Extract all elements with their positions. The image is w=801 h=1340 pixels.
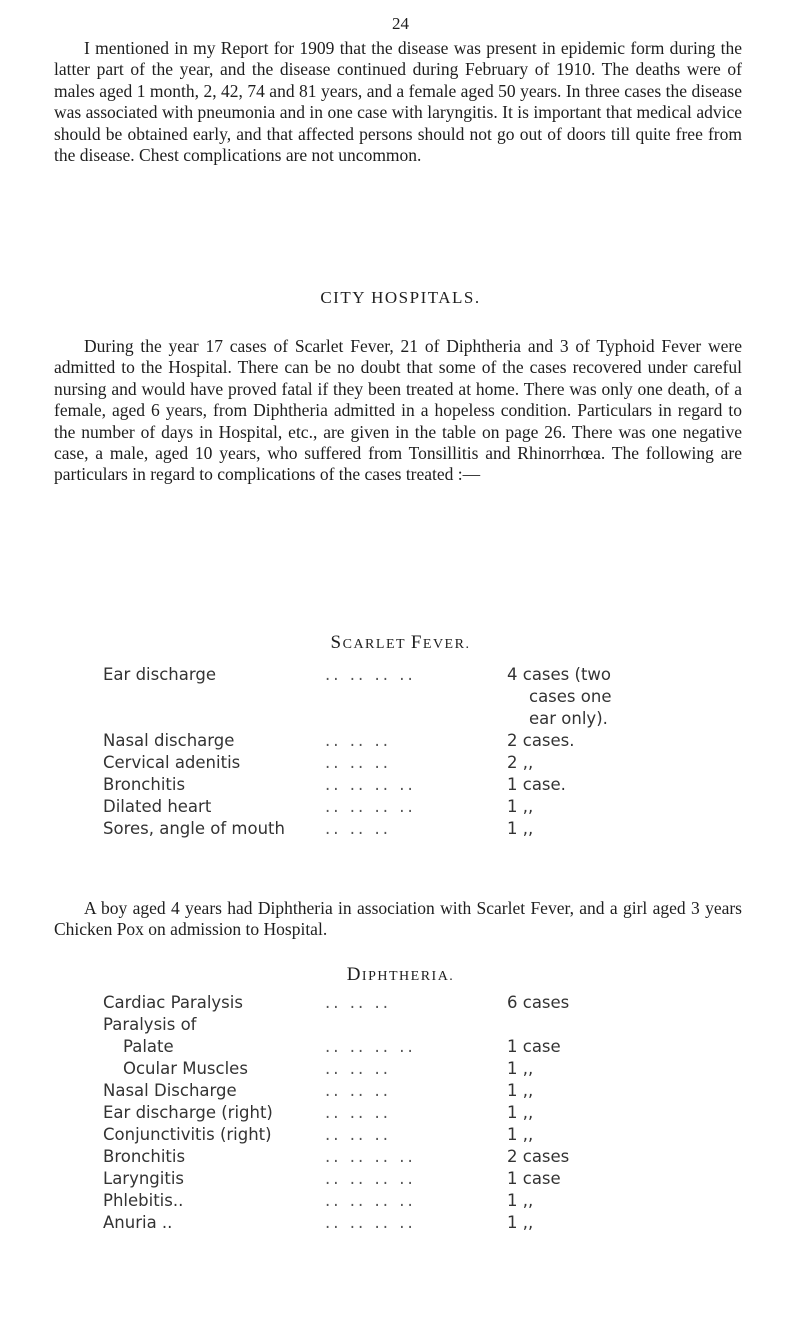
row-value: 2 cases.: [507, 731, 575, 750]
row-leader-dots: .. .. ..: [325, 1059, 391, 1078]
heading-letters: IPHTHERIA.: [361, 969, 455, 984]
row-value: 2 ,,: [507, 753, 534, 772]
table-row: [103, 1168, 663, 1190]
table-row: [103, 1036, 663, 1058]
row-label: Laryngitis: [103, 1169, 185, 1188]
row-label: Palate: [123, 1037, 174, 1056]
table-row: [103, 1102, 663, 1124]
table-row: [103, 1080, 663, 1102]
row-label: Sores, angle of mouth: [103, 819, 285, 838]
row-value: 1 ,,: [507, 819, 534, 838]
table-row: [103, 752, 663, 774]
row-leader-dots: .. .. ..: [325, 731, 391, 750]
row-label: Bronchitis: [103, 775, 186, 794]
row-value: 1 case.: [507, 775, 566, 794]
row-value: 1 ,,: [507, 1081, 534, 1100]
row-leader-dots: .. .. ..: [325, 819, 391, 838]
table-row: [103, 1212, 663, 1234]
boy-note-paragraph: A boy aged 4 years had Diphtheria in association with Scarlet Fever, and a girl aged 3 years Chicken Pox on admission to Hospital.: [54, 898, 742, 940]
row-leader-dots: .. .. .. ..: [325, 797, 416, 816]
boy-note-block: [54, 898, 742, 941]
row-leader-dots: .. .. .. ..: [325, 775, 416, 794]
table-row: [103, 1124, 663, 1146]
row-leader-dots: .. .. ..: [325, 1125, 391, 1144]
row-label: Ocular Muscles: [123, 1059, 248, 1078]
heading-letter: F: [410, 632, 423, 653]
city-hospitals-paragraph: During the year 17 cases of Scarlet Fever, 21 of Diphtheria and 3 of Typhoid Fever were admitted to the Hospital. There can be no doubt that some of the cases recovered under careful nursing and would have proved fatal if they been treated at home. There was only one death, of a female, aged 6 years, from Diphtheria admitted in a hopeless condition. Particulars in regard to the number of days in Hospital, etc., are given in the table on page 26. There was one negative case, a male, aged 10 years, who suffered from Tonsillitis and Rhinorrhœa. The following are particulars in regard to complications of the cases treated :—: [54, 336, 742, 485]
row-label: Nasal discharge: [103, 731, 235, 750]
row-label: Phlebitis..: [103, 1191, 184, 1210]
table-row: [103, 992, 663, 1014]
diphtheria-complications-table: [103, 992, 663, 1234]
heading-letters: EVER.: [422, 637, 471, 652]
row-value: 6 cases: [507, 993, 570, 1012]
row-leader-dots: .. .. .. ..: [325, 1191, 416, 1210]
row-value: 1 case: [507, 1037, 561, 1056]
page-number: 24: [392, 14, 409, 33]
row-label: Nasal Discharge: [103, 1081, 237, 1100]
table-row: [103, 730, 663, 752]
intro-paragraph: I mentioned in my Report for 1909 that the disease was present in epidemic form during the latter part of the year, and the disease continued during February of 1910. The deaths were of males aged 1 month, 2, 42, 74 and 81 years, and a female aged 50 years. In three cases the disease was associated with pneumonia and in one case with laryngitis. It is important that medical advice should be obtained early, and that affected persons should not go out of doors till quite free from the disease. Chest complications are not uncommon.: [54, 38, 742, 166]
row-leader-dots: .. .. ..: [325, 753, 391, 772]
row-value: 2 cases: [507, 1147, 570, 1166]
table-row: [103, 1146, 663, 1168]
table-row: [103, 1014, 663, 1036]
table-row: [103, 1058, 663, 1080]
row-value-line: cases one: [529, 687, 612, 706]
row-value: 1 ,,: [507, 1191, 534, 1210]
row-value: 1 case: [507, 1169, 561, 1188]
scarlet-fever-complications-table: [103, 664, 663, 840]
row-value: [507, 664, 611, 730]
heading-letter: D: [346, 964, 362, 985]
row-label: Bronchitis: [103, 1147, 186, 1166]
row-value-line: ear only).: [529, 709, 608, 728]
heading-letters: CARLET: [342, 637, 411, 652]
row-value: 1 ,,: [507, 1213, 534, 1232]
row-leader-dots: .. .. ..: [325, 1103, 391, 1122]
row-value: 1 ,,: [507, 1059, 534, 1078]
table-row: [103, 796, 663, 818]
row-value-line: 4 cases (two: [507, 665, 612, 684]
row-label: Cervical adenitis: [103, 753, 241, 772]
row-value: 1 ,,: [507, 1125, 534, 1144]
table-row: [103, 818, 663, 840]
row-label: Cardiac Paralysis: [103, 993, 243, 1012]
heading-letter: S: [330, 632, 343, 653]
row-label: Ear discharge: [103, 665, 216, 684]
row-label: Dilated heart: [103, 797, 212, 816]
row-label: Paralysis of: [103, 1015, 197, 1034]
row-value: 1 ,,: [507, 797, 534, 816]
row-value: 1 ,,: [507, 1103, 534, 1122]
row-label: Conjunctivitis (right): [103, 1125, 272, 1144]
row-leader-dots: .. .. .. ..: [325, 1213, 416, 1232]
diphtheria-heading: [0, 964, 801, 986]
intro-paragraph-block: [54, 38, 742, 166]
row-leader-dots: .. .. .. ..: [325, 1169, 416, 1188]
city-hospitals-paragraph-block: [54, 336, 742, 486]
table-row: [103, 664, 663, 730]
row-label: Anuria ..: [103, 1213, 173, 1232]
row-leader-dots: .. .. .. ..: [325, 665, 416, 684]
table-row: [103, 774, 663, 796]
row-leader-dots: .. .. .. ..: [325, 1147, 416, 1166]
row-leader-dots: .. .. .. ..: [325, 1037, 416, 1056]
row-leader-dots: .. .. ..: [325, 993, 391, 1012]
city-hospitals-heading: CITY HOSPITALS.: [320, 288, 481, 307]
row-leader-dots: .. .. ..: [325, 1081, 391, 1100]
row-label: Ear discharge (right): [103, 1103, 273, 1122]
table-row: [103, 1190, 663, 1212]
scarlet-fever-heading: [0, 632, 801, 654]
